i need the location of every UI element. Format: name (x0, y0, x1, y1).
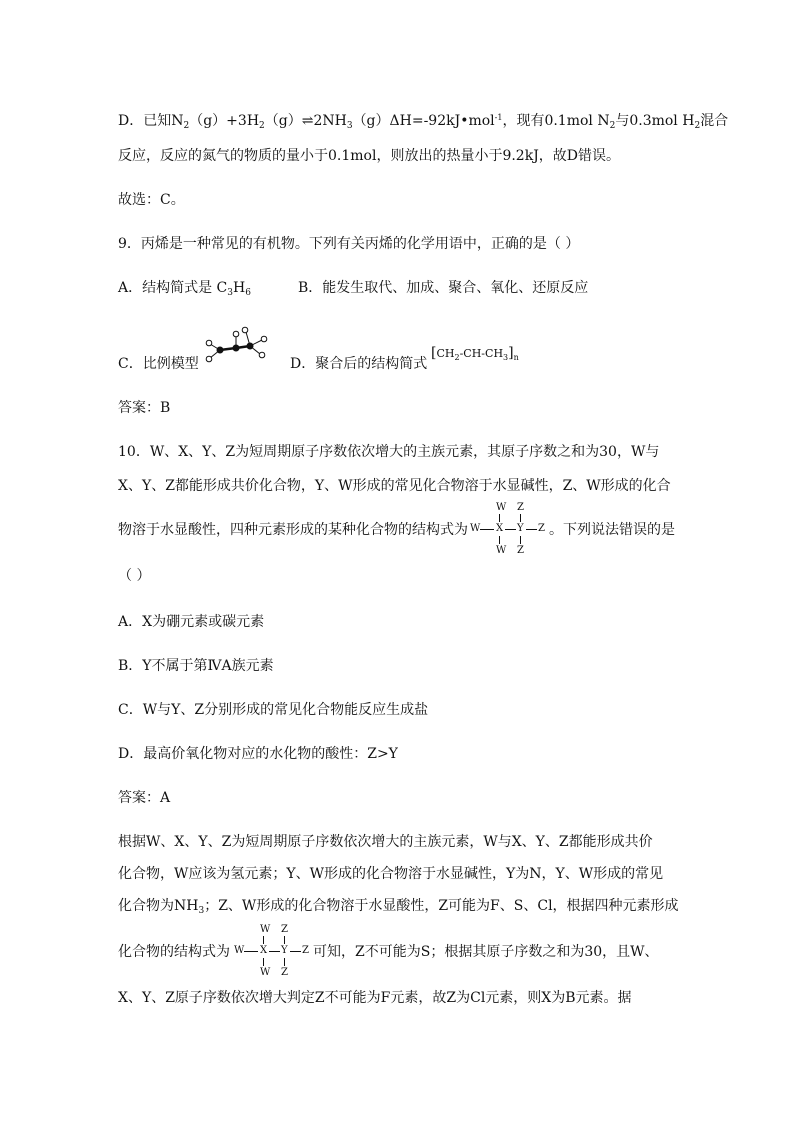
atom-label: W (496, 545, 507, 556)
text-span: ；Z、W形成的化合物溶于水显酸性，Z可能为F、S、Cl，根据四种元素形成 (204, 898, 679, 914)
text-line: 故选：C。 (118, 192, 185, 208)
option-9a (118, 278, 251, 303)
subscript: n (513, 353, 519, 362)
subscript: 2 (183, 121, 190, 131)
text-span: 化合物为NH (118, 898, 199, 914)
structural-formula (234, 924, 314, 980)
question-10-paren: （ ） (118, 568, 151, 584)
atom-label: X (260, 945, 268, 956)
atom-label: Z (302, 945, 309, 956)
atom-label: W (496, 502, 507, 513)
text-span: D．聚合后的结构简式 (290, 356, 428, 372)
subscript: 3 (198, 906, 205, 916)
subscript: 3 (503, 353, 509, 362)
bracket-right-icon: ] (508, 345, 514, 361)
text-span: （g）ΔH=-92kJ•mol (352, 113, 495, 129)
bond-line (244, 951, 258, 952)
subscript: 6 (245, 288, 251, 298)
explanation-line4 (118, 942, 230, 962)
text-span: （g）+3H (189, 113, 260, 129)
text-span: -CH-CH (459, 347, 504, 360)
bond-line (284, 958, 285, 966)
subscript: 2 (694, 121, 701, 131)
answer-9: 答案：B (118, 400, 171, 416)
text-span: CH (436, 347, 455, 360)
bond-line (520, 536, 521, 544)
atom-label: Y (517, 523, 524, 534)
polymer-formula (431, 346, 519, 365)
atom-label: Z (538, 523, 545, 534)
bond-line (505, 529, 516, 530)
atom-label: Z (281, 924, 288, 935)
bond-line (520, 514, 521, 522)
bond-line (284, 936, 285, 944)
bond-line (290, 951, 301, 952)
atom-label: Z (517, 502, 524, 513)
text-span: A．结构简式是 C (118, 280, 228, 296)
bond-line (499, 536, 500, 544)
text-span: 物溶于水显酸性，四种元素形成的某种化合物的结构式为 (118, 522, 468, 538)
text-line: 反应，反应的氮气的物质的量小于0.1mol，则放出的热量小于9.2kJ，故D错误。 (118, 148, 621, 164)
question-10-line3-end: 。下列说法错误的是 (549, 522, 675, 538)
bond-line (499, 514, 500, 522)
option-9d (290, 354, 427, 374)
question-10-line3 (118, 520, 468, 540)
bracket-left-icon: [ (431, 345, 437, 361)
atom-label: W (470, 523, 481, 534)
explanation-line3 (118, 896, 679, 921)
option-10b: B．Y不属于第ⅣA族元素 (118, 658, 274, 674)
atom-label: W (260, 967, 271, 978)
text-span: D．已知N (118, 113, 184, 129)
subscript: 2 (259, 121, 265, 131)
option-9c (118, 354, 199, 374)
option-10a: A．X为硼元素或碳元素 (118, 614, 265, 630)
ball-and-stick-model-icon (200, 322, 272, 366)
superscript: -1 (494, 113, 503, 122)
text-span: 混合 (700, 113, 729, 129)
answer-10: 答案：A (118, 790, 171, 806)
option-10c: C．W与Y、Z分别形成的常见化合物能反应生成盐 (118, 702, 429, 718)
bond-line (263, 936, 264, 944)
bond-line (480, 529, 494, 530)
bond-line (269, 951, 280, 952)
option-10d: D．最高价氧化物对应的水化物的酸性：Z>Y (118, 746, 398, 762)
explanation-line5: X、Y、Z原子序数依次增大判定Z不可能为F元素，故Z为Cl元素，则X为B元素。据 (118, 990, 632, 1006)
subscript: 2 (454, 353, 460, 362)
subscript: 3 (227, 288, 234, 298)
atom-label: W (260, 924, 271, 935)
bond-line (263, 958, 264, 966)
text-span: 化合物的结构式为 (118, 944, 230, 960)
structural-formula (470, 502, 550, 558)
atom-label: Z (517, 545, 524, 556)
text-span: 与0.3mol H (615, 113, 695, 129)
question-10-line2: X、Y、Z都能形成共价化合物，Y、W形成的常见化合物溶于水显碱性，Z、W形成的化合 (118, 478, 671, 494)
subscript: 2 (609, 121, 616, 131)
atom-label: Y (281, 945, 288, 956)
explanation-line4-end: 可知，Z不可能为S；根据其原子序数之和为30，且W、 (313, 944, 659, 960)
text-span: C．比例模型 (118, 356, 199, 372)
text-span: ，现有0.1mol N (502, 113, 610, 129)
text-span: （g）⇌2NH (264, 113, 347, 129)
explanation-line1: 根据W、X、Y、Z为短周期原子序数依次增大的主族元素，W与X、Y、Z都能形成共价 (118, 834, 653, 850)
text-span: H (233, 280, 246, 296)
text-line (118, 108, 728, 136)
atom-label: Z (281, 967, 288, 978)
subscript: 3 (346, 121, 353, 131)
atom-label: W (234, 945, 245, 956)
atom-label: X (496, 523, 504, 534)
option-9b: B．能发生取代、加成、聚合、氧化、还原反应 (298, 280, 589, 296)
question-9: 9．丙烯是一种常见的有机物。下列有关丙烯的化学用语中，正确的是（ ） (118, 236, 580, 252)
explanation-line2: 化合物，W应该为氢元素；Y、W形成的化合物溶于水显碱性，Y为N，Y、W形成的常见 (118, 866, 664, 882)
bond-line (526, 529, 537, 530)
question-10-line1: 10．W、X、Y、Z为短周期原子序数依次增大的主族元素，其原子序数之和为30，W与 (118, 444, 660, 460)
